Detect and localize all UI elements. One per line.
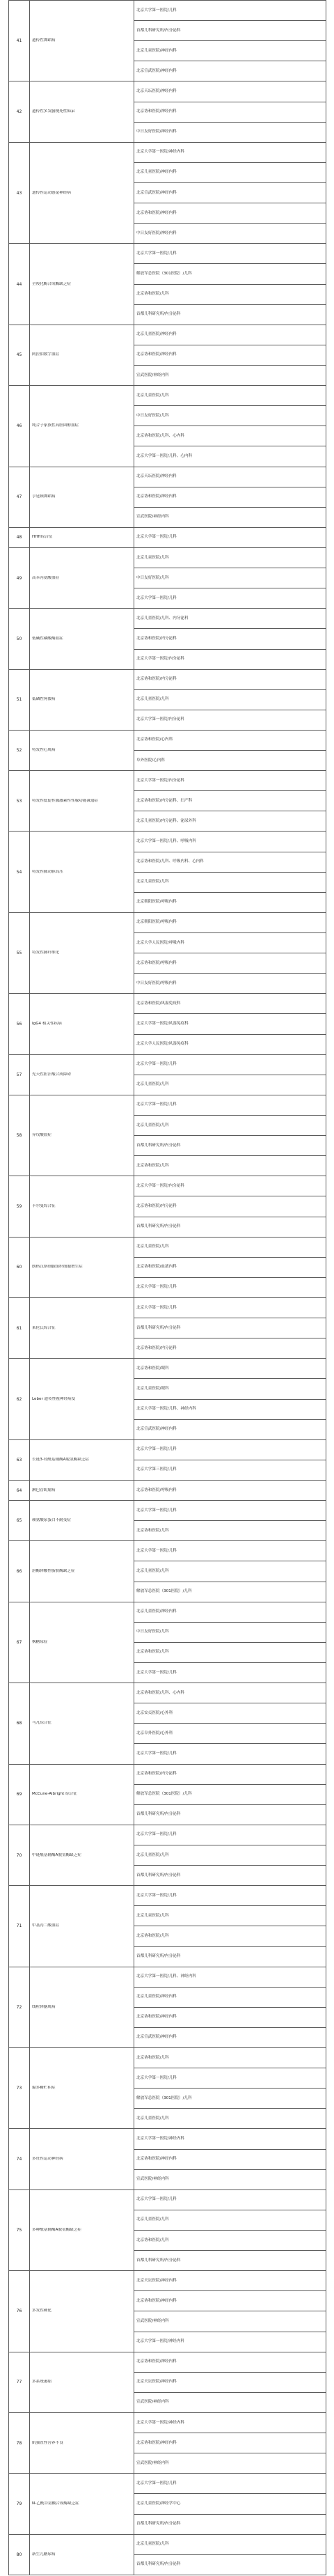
hospital-department: 北京协和医院/神经内科 bbox=[134, 2433, 326, 2453]
disease-name: 卡尔曼综合征 bbox=[32, 1204, 56, 1208]
hospital-department: 首都儿科研究所/内分泌科 bbox=[134, 2554, 326, 2575]
hospital-department: 北京大学第一医院/内分泌科 bbox=[134, 1176, 326, 1196]
hospital-department: 北京协和医院/神经内科 bbox=[134, 2352, 326, 2372]
hospital-department: 北京儿童医院/儿科 bbox=[134, 1561, 326, 1582]
hospital-department: 中日友好医院/儿科 bbox=[134, 568, 326, 588]
hospital-department: 北京儿童医院/神经内科 bbox=[134, 41, 326, 61]
table-row bbox=[9, 1298, 326, 1318]
disease-name-cell bbox=[30, 1683, 134, 1764]
table-row bbox=[9, 2413, 326, 2433]
hospital-department: 宣武医院/神经内科 bbox=[134, 365, 326, 385]
table-row bbox=[9, 1683, 326, 1703]
table-row bbox=[9, 1176, 326, 1196]
hospital-department: 中日友好医院/儿科 bbox=[134, 1622, 326, 1642]
disease-name-cell bbox=[30, 1095, 134, 1176]
table-row bbox=[9, 1054, 326, 1075]
hospital-department: 北京儿童医院/神经内科 bbox=[134, 1987, 326, 2007]
hospital-department: 北京大学第一医院/儿科 bbox=[134, 588, 326, 609]
hospital-department: 北京天坛医院/神经内科 bbox=[134, 467, 326, 487]
row-number: 61 bbox=[9, 1298, 30, 1359]
hospital-department: 北京儿童医院/眼科 bbox=[134, 1379, 326, 1399]
hospital-department: 首都儿科研究所/内分泌科 bbox=[134, 304, 326, 325]
disease-name: 低碱性磷酸酶血症 bbox=[32, 636, 63, 641]
table-row bbox=[9, 1095, 326, 1115]
disease-name: IgG4 相关性疾病 bbox=[32, 1022, 62, 1027]
hospital-department: 北京大学第一医院/神经内科 bbox=[134, 2129, 326, 2149]
row-number: 51 bbox=[9, 669, 30, 730]
hospital-department: 北京宣武医院/神经内科 bbox=[134, 61, 326, 81]
row-number: 68 bbox=[9, 1683, 30, 1764]
hospital-department: 北京儿童医院/儿科 bbox=[134, 1906, 326, 1926]
hospital-department: 北京宣武医院/神经内科 bbox=[134, 182, 326, 203]
disease-name-cell bbox=[30, 1501, 134, 1541]
disease-name: McCune-Albright 综合征 bbox=[32, 1792, 77, 1797]
table-row bbox=[9, 1237, 326, 1257]
hospital-department: 北京儿童医院/儿科 bbox=[134, 1845, 326, 1865]
hospital-department: 北京宣武医院/神经内科 bbox=[134, 2027, 326, 2047]
table-row bbox=[9, 244, 326, 264]
disease-name: 多种酰基辅酶A脱氢酶缺乏症 bbox=[32, 2228, 81, 2233]
row-number: 56 bbox=[9, 994, 30, 1054]
hospital-department: 北京大学第一医院/儿科 bbox=[134, 1662, 326, 1683]
row-number: 80 bbox=[9, 2534, 30, 2575]
disease-name: 纯合子家族性高胆固醇血症 bbox=[32, 423, 79, 428]
hospital-department: 北京大学第一医院/儿科 bbox=[134, 1439, 326, 1460]
row-number: 46 bbox=[9, 386, 30, 467]
hospital-department: 北京协和医院/神经内科 bbox=[134, 487, 326, 507]
disease-name: 阿拉伯数字血症 bbox=[32, 352, 60, 357]
hospital-department: 北京协和医院/儿科 bbox=[134, 1926, 326, 1946]
hospital-department: 首都儿科研究所/内分泌科 bbox=[134, 21, 326, 41]
table-row bbox=[9, 81, 326, 102]
hospital-department: 北京大学第一医院/儿科 bbox=[134, 1886, 326, 1906]
disease-name-cell bbox=[30, 81, 134, 142]
disease-name-cell bbox=[30, 386, 134, 467]
disease-name: 遗传性运动感觉神经病 bbox=[32, 190, 71, 195]
row-number: 55 bbox=[9, 912, 30, 993]
hospital-department: 北京协和医院/神经内科 bbox=[134, 2007, 326, 2027]
table-row bbox=[9, 1764, 326, 1784]
hospital-department: 北京大学第一医院/儿科 bbox=[134, 2189, 326, 2210]
disease-name: 全羧化酶合成酶缺乏症 bbox=[32, 281, 71, 286]
hospital-department: 北京儿童医院/儿科 bbox=[134, 689, 326, 710]
hospital-department: 北京大学第一医院/儿科 bbox=[134, 1744, 326, 1764]
disease-name-cell bbox=[30, 244, 134, 325]
hospital-department: 北京协和医院/内分泌科 bbox=[134, 669, 326, 689]
disease-name: 线粒体脑肌病 bbox=[32, 2004, 56, 2009]
disease-name-cell bbox=[30, 1176, 134, 1237]
hospital-department: 北京儿童医院/儿科 bbox=[134, 547, 326, 568]
hospital-department: 北京协和医院/神经内科 bbox=[134, 345, 326, 365]
hospital-department: 北京协和医院/儿科、心内科 bbox=[134, 1683, 326, 1703]
disease-name: 特发性低促性腺激素性性腺功能减退症 bbox=[32, 798, 99, 803]
row-number: 45 bbox=[9, 325, 30, 385]
row-number: 69 bbox=[9, 1764, 30, 1825]
hospital-department: 宣武医院/神经内科 bbox=[134, 2169, 326, 2189]
row-number: 43 bbox=[9, 142, 30, 244]
table-row bbox=[9, 547, 326, 568]
hospital-department: 北京协和医院/内分泌科、妇产科 bbox=[134, 791, 326, 811]
disease-name-cell bbox=[30, 912, 134, 993]
row-number: 78 bbox=[9, 2413, 30, 2474]
hospital-department: 北京儿童医院/儿科、内分泌科 bbox=[134, 609, 326, 629]
row-number: 49 bbox=[9, 547, 30, 608]
hospital-department: 北京大学第一医院/儿科 bbox=[134, 527, 326, 547]
hospital-department: 北京大学第一医院/儿科 bbox=[134, 1095, 326, 1115]
disease-name: 亨廷顿舞蹈病 bbox=[32, 494, 56, 499]
hospital-department: 首都儿科研究所/内分泌科 bbox=[134, 2514, 326, 2534]
table-row bbox=[9, 2271, 326, 2291]
hospital-department: 首都儿科研究所/内分泌科 bbox=[134, 1946, 326, 1967]
hospital-department: 北京协和医院/儿科、心内科 bbox=[134, 426, 326, 446]
hospital-department: 北京协和医院/神经内科 bbox=[134, 203, 326, 224]
hospital-department: 北京儿童医院/神经学中心 bbox=[134, 2494, 326, 2514]
table-row bbox=[9, 2189, 326, 2210]
row-number: 53 bbox=[9, 771, 30, 832]
table-row bbox=[9, 994, 326, 1014]
hospital-department: 北京协和医院/神经内科 bbox=[134, 2291, 326, 2311]
disease-name-cell bbox=[30, 1886, 134, 1967]
row-number: 73 bbox=[9, 2048, 30, 2129]
hospital-department: 北京儿童医院/儿科 bbox=[134, 2534, 326, 2554]
disease-name-cell bbox=[30, 832, 134, 912]
hospital-department: 北京大学第一医院/儿科、神经内科 bbox=[134, 1399, 326, 1419]
hospital-department: 北京大学第一医院/儿科、心内科 bbox=[134, 446, 326, 467]
row-number: 62 bbox=[9, 1359, 30, 1439]
table-row bbox=[9, 1825, 326, 1845]
hospital-department: 北京协和医院/呼吸内科 bbox=[134, 953, 326, 974]
hospital-department: 宣武医院/神经内科 bbox=[134, 2453, 326, 2474]
hospital-department: 北京大学第一医院/儿科 bbox=[134, 2474, 326, 2494]
hospital-department: 北京大学第一医院/儿科 bbox=[134, 1298, 326, 1318]
hospital-department: 北京儿童医院/儿科 bbox=[134, 2109, 326, 2129]
hospital-department: 北京儿童医院/儿科 bbox=[134, 2210, 326, 2230]
disease-name-cell bbox=[30, 1480, 134, 1500]
hospital-department: 北京大学人民医院/风湿免疫科 bbox=[134, 1034, 326, 1054]
hospital-department: 中日友好医院/神经内科 bbox=[134, 122, 326, 142]
disease-name: 枫糖尿症 bbox=[32, 1639, 48, 1644]
hospital-department: 北京朝阳医院/呼吸内科 bbox=[134, 892, 326, 912]
hospital-department: 北京大学第一医院/儿科 bbox=[134, 2068, 326, 2089]
hospital-department: 北京儿童医院/神经内科 bbox=[134, 325, 326, 345]
disease-name: 长链3-羟酰基辅酶A脱氢酶缺乏症 bbox=[32, 1457, 90, 1462]
hospital-department: 北京儿童医院/儿科 bbox=[134, 1116, 326, 1136]
table-row bbox=[9, 669, 326, 689]
hospital-department: 北京协和医院/儿科 bbox=[134, 284, 326, 304]
hospital-department: 北京大学第一医院/神经内科 bbox=[134, 142, 326, 162]
hospital-department: 北京协和医院/内分泌科 bbox=[134, 1196, 326, 1217]
disease-name-cell bbox=[30, 994, 134, 1054]
hospital-department: 首都儿科研究所/内分泌科 bbox=[134, 1217, 326, 1237]
hospital-department: 解放军总医院（301医院）/儿科 bbox=[134, 1582, 326, 1602]
hospital-department: 北京儿童医院/神经内科 bbox=[134, 162, 326, 182]
disease-name: 遗传性多发脑梗死性痴呆 bbox=[32, 109, 75, 114]
hospital-department: 北京天坛医院/神经内科 bbox=[134, 2271, 326, 2291]
disease-name: 肌强直性营养不良 bbox=[32, 2440, 63, 2445]
hospital-department: 北京大学第一医院/儿科 bbox=[134, 1825, 326, 1845]
hospital-department: 北京协和医院/儿科 bbox=[134, 1642, 326, 1662]
disease-name-cell bbox=[30, 609, 134, 669]
hospital-department: 北京儿童医院/儿科 bbox=[134, 1237, 326, 1257]
table-row bbox=[9, 771, 326, 791]
disease-name-cell bbox=[30, 1825, 134, 1885]
hospital-department: 北京协和医院/呼吸内科 bbox=[134, 1480, 326, 1500]
table-row bbox=[9, 609, 326, 629]
disease-name-cell bbox=[30, 771, 134, 832]
hospital-department: 首都儿科研究所/内分泌科 bbox=[134, 1318, 326, 1338]
disease-name-cell bbox=[30, 1764, 134, 1825]
row-number: 66 bbox=[9, 1541, 30, 1602]
table-row bbox=[9, 2048, 326, 2068]
hospital-department: 北京大学第一医院/神经内科 bbox=[134, 2332, 326, 2352]
disease-name: 先天性胆汁酸合成障碍 bbox=[32, 1072, 71, 1077]
disease-name-cell bbox=[30, 1, 134, 81]
disease-name-cell bbox=[30, 2129, 134, 2189]
disease-name-cell bbox=[30, 1602, 134, 1683]
hospital-department: 北京天坛医院/神经内科 bbox=[134, 2372, 326, 2392]
disease-name: 异戊酸血症 bbox=[32, 1133, 51, 1138]
disease-name-cell bbox=[30, 547, 134, 608]
hospital-department: 北京协和医院/内分泌科 bbox=[134, 1338, 326, 1359]
hospital-department: 北京协和医院/内分泌科 bbox=[134, 1764, 326, 1784]
disease-name-cell bbox=[30, 2534, 134, 2575]
hospital-department: 北京儿童医院/儿科 bbox=[134, 386, 326, 406]
hospital-department: 北京朝阳医院/呼吸内科 bbox=[134, 912, 326, 932]
row-number: 74 bbox=[9, 2129, 30, 2189]
hospital-department: 北京协和医院/儿科 bbox=[134, 2231, 326, 2251]
disease-name-cell bbox=[30, 1054, 134, 1095]
hospital-department: 北京大学第一医院/儿科 bbox=[134, 1501, 326, 1521]
disease-name: 高苯丙氨酸血症 bbox=[32, 575, 60, 580]
table-row bbox=[9, 142, 326, 162]
hospital-department: 解放军总医院（301医院）/儿科 bbox=[134, 1784, 326, 1804]
hospital-department: 北京大学第一医院/儿科 bbox=[134, 1277, 326, 1297]
hospital-department: 北京阜外医院/心外科 bbox=[134, 1724, 326, 1744]
disease-name: 低磷性佝偻病 bbox=[32, 697, 56, 702]
disease-name: N-乙酰谷氨酸合成酶缺乏症 bbox=[32, 2501, 79, 2506]
row-number: 57 bbox=[9, 1054, 30, 1095]
row-number: 65 bbox=[9, 1501, 30, 1541]
hospital-department: 北京协和医院/神经内科 bbox=[134, 2149, 326, 2169]
table-row bbox=[9, 2474, 326, 2494]
disease-name: 多系统萎缩 bbox=[32, 2380, 51, 2384]
hospital-department: 北京大学第一医院/神经内科 bbox=[134, 2413, 326, 2433]
hospital-department: 北京儿童医院/神经内科 bbox=[134, 1602, 326, 1622]
disease-name: HHH综合征 bbox=[32, 535, 53, 540]
hospital-department: 北京协和医院/内分泌科 bbox=[134, 629, 326, 649]
disease-name: 特发性肺动脉高压 bbox=[32, 869, 63, 874]
hospital-department: 解放军总医院（301医院）/儿科 bbox=[134, 264, 326, 284]
hospital-department: 宣武医院/神经内科 bbox=[134, 507, 326, 527]
hospital-department: 宣武医院/神经内科 bbox=[134, 2311, 326, 2332]
disease-name: 黏多糖贮积症 bbox=[32, 2086, 56, 2091]
hospital-department: 北京大学第一医院/内分泌科 bbox=[134, 649, 326, 669]
disease-name: 溶酶体酸性脂肪酶缺乏症 bbox=[32, 1568, 75, 1573]
hospital-department: 北京协和医院/心内科 bbox=[134, 730, 326, 750]
hospital-department: 北京协和医院/儿科 bbox=[134, 1521, 326, 1541]
table-row bbox=[9, 1439, 326, 1460]
row-number: 79 bbox=[9, 2474, 30, 2534]
disease-name: 多灶性运动神经病 bbox=[32, 2157, 63, 2162]
hospital-department: 解放军总医院（301医院）/儿科 bbox=[134, 2089, 326, 2109]
hospital-department: 宣武医院/神经内科 bbox=[134, 2392, 326, 2412]
disease-name-cell bbox=[30, 2413, 134, 2474]
disease-name-cell bbox=[30, 1967, 134, 2047]
disease-name: 赖氨酸尿蛋白不耐受症 bbox=[32, 1518, 71, 1523]
disease-name: 莱伦氏综合征 bbox=[32, 1325, 56, 1330]
row-number: 47 bbox=[9, 467, 30, 527]
row-number: 76 bbox=[9, 2271, 30, 2352]
table-row bbox=[9, 1501, 326, 1521]
table-row bbox=[9, 467, 326, 487]
hospital-department: 北京大学第一医院/儿科、神经内科 bbox=[134, 1967, 326, 1987]
hospital-department: 北京儿童医院/儿科 bbox=[134, 1075, 326, 1095]
row-number: 44 bbox=[9, 244, 30, 325]
table-row bbox=[9, 1480, 326, 1500]
disease-name: 新生儿糖尿病 bbox=[32, 2552, 56, 2557]
disease-name-cell bbox=[30, 1439, 134, 1480]
hospital-department: 北京大学第一医院/内分泌科 bbox=[134, 710, 326, 730]
disease-name: 中链酰基辅酶A脱氢酶缺乏症 bbox=[32, 1852, 81, 1857]
hospital-department: 首都儿科研究所/内分泌科 bbox=[134, 2251, 326, 2271]
disease-name-cell bbox=[30, 325, 134, 385]
disease-name: Leber 遗传性视神经病变 bbox=[32, 1396, 76, 1401]
row-number: 70 bbox=[9, 1825, 30, 1885]
hospital-department: 北京协和医院/儿科 bbox=[134, 2048, 326, 2068]
row-number: 42 bbox=[9, 81, 30, 142]
table-row bbox=[9, 1967, 326, 1987]
hospital-department: 北京大学第一医院/风湿免疫科 bbox=[134, 1014, 326, 1034]
table-row bbox=[9, 1886, 326, 1906]
hospital-department: 中日友好医院/神经内科 bbox=[134, 224, 326, 244]
row-number: 48 bbox=[9, 527, 30, 547]
hospital-department: 北京协和医院/眼科 bbox=[134, 1359, 326, 1379]
table-row bbox=[9, 527, 326, 547]
row-number: 75 bbox=[9, 2189, 30, 2270]
table-body bbox=[9, 1, 326, 2575]
table-row bbox=[9, 912, 326, 932]
disease-name: 多发性硬化 bbox=[32, 2309, 51, 2313]
disease-name-cell bbox=[30, 1237, 134, 1297]
disease-name-cell bbox=[30, 527, 134, 547]
row-number: 58 bbox=[9, 1095, 30, 1176]
disease-name-cell bbox=[30, 1541, 134, 1602]
disease-name-cell bbox=[30, 1298, 134, 1359]
disease-name-cell bbox=[30, 2474, 134, 2534]
hospital-department: 北京儿童医院/儿科 bbox=[134, 872, 326, 892]
hospital-department: 北京大学第一医院/儿科 bbox=[134, 1541, 326, 1561]
row-number: 54 bbox=[9, 832, 30, 912]
disease-name-cell bbox=[30, 2048, 134, 2129]
disease-name: 遗传性舞蹈病 bbox=[32, 38, 56, 43]
row-number: 63 bbox=[9, 1439, 30, 1480]
row-number: 59 bbox=[9, 1176, 30, 1237]
hospital-department: 首都儿科研究所/内分泌科 bbox=[134, 1136, 326, 1156]
hospital-department: 北京协和医院/血液内科 bbox=[134, 1257, 326, 1277]
hospital-department: 北京协和医院/风湿免疫科 bbox=[134, 994, 326, 1014]
disease-name-cell bbox=[30, 1359, 134, 1439]
rare-disease-hospital-table bbox=[8, 0, 326, 2575]
disease-name: 特发性肺纤维化 bbox=[32, 951, 60, 955]
table-row bbox=[9, 2352, 326, 2372]
row-number: 71 bbox=[9, 1886, 30, 1967]
row-number: 52 bbox=[9, 730, 30, 770]
row-number: 64 bbox=[9, 1480, 30, 1500]
hospital-department: 北京大学第三医院/儿科 bbox=[134, 1460, 326, 1480]
disease-name-cell bbox=[30, 730, 134, 770]
disease-name-cell bbox=[30, 2352, 134, 2412]
hospital-department: 北京协和医院/儿科 bbox=[134, 1156, 326, 1176]
row-number: 77 bbox=[9, 2352, 30, 2412]
disease-name: 马凡综合征 bbox=[32, 1721, 51, 1726]
hospital-department: 首都儿科研究所/内分泌科 bbox=[134, 1866, 326, 1886]
hospital-department: 阜外医院/心内科 bbox=[134, 751, 326, 771]
table-row bbox=[9, 2534, 326, 2554]
table-row bbox=[9, 1, 326, 21]
disease-name: 淋巴管肌瘤病 bbox=[32, 1488, 56, 1492]
hospital-department: 北京儿童医院/内分泌科、泌尿外科 bbox=[134, 811, 326, 832]
row-number: 41 bbox=[9, 1, 30, 81]
row-number: 67 bbox=[9, 1602, 30, 1683]
hospital-department: 北京大学人民医院/呼吸内科 bbox=[134, 933, 326, 953]
hospital-department: 首都儿科研究所/内分泌科 bbox=[134, 1804, 326, 1825]
table-row bbox=[9, 325, 326, 345]
disease-name: 甲基丙二酸血症 bbox=[32, 1923, 60, 1928]
hospital-department: 北京大学第一医院/内分泌科 bbox=[134, 771, 326, 791]
hospital-department: 北京安贞医院/心外科 bbox=[134, 1703, 326, 1724]
hospital-department: 北京大学第一医院/儿科、呼吸内科 bbox=[134, 832, 326, 852]
row-number: 60 bbox=[9, 1237, 30, 1297]
hospital-department: 中日友好医院/儿科 bbox=[134, 406, 326, 426]
hospital-department: 北京协和医院/神经内科 bbox=[134, 102, 326, 122]
table-row bbox=[9, 832, 326, 852]
disease-name-cell bbox=[30, 2189, 134, 2270]
hospital-department: 北京大学第一医院/儿科 bbox=[134, 1, 326, 21]
row-number: 72 bbox=[9, 1967, 30, 2047]
hospital-department: 北京大学第一医院/儿科 bbox=[134, 244, 326, 264]
table-row bbox=[9, 730, 326, 750]
table-row bbox=[9, 2129, 326, 2149]
table-row bbox=[9, 386, 326, 406]
hospital-department: 中日友好医院/呼吸内科 bbox=[134, 974, 326, 994]
hospital-department: 北京协和医院/儿科、呼吸内科、心内科 bbox=[134, 852, 326, 872]
hospital-department: 北京天坛医院/神经内科 bbox=[134, 81, 326, 102]
disease-name-cell bbox=[30, 142, 134, 244]
table-row bbox=[9, 1541, 326, 1561]
disease-name-cell bbox=[30, 669, 134, 730]
disease-name: 特发性心肌病 bbox=[32, 748, 56, 753]
disease-name: 朗格汉斯细胞组织细胞增生症 bbox=[32, 1265, 83, 1270]
table-row bbox=[9, 1359, 326, 1379]
disease-name-cell bbox=[30, 467, 134, 527]
disease-name-cell bbox=[30, 2271, 134, 2352]
hospital-department: 北京大学第一医院/儿科 bbox=[134, 1054, 326, 1075]
table-row bbox=[9, 1602, 326, 1622]
row-number: 50 bbox=[9, 609, 30, 669]
hospital-department: 北京宣武医院/神经内科 bbox=[134, 1419, 326, 1439]
